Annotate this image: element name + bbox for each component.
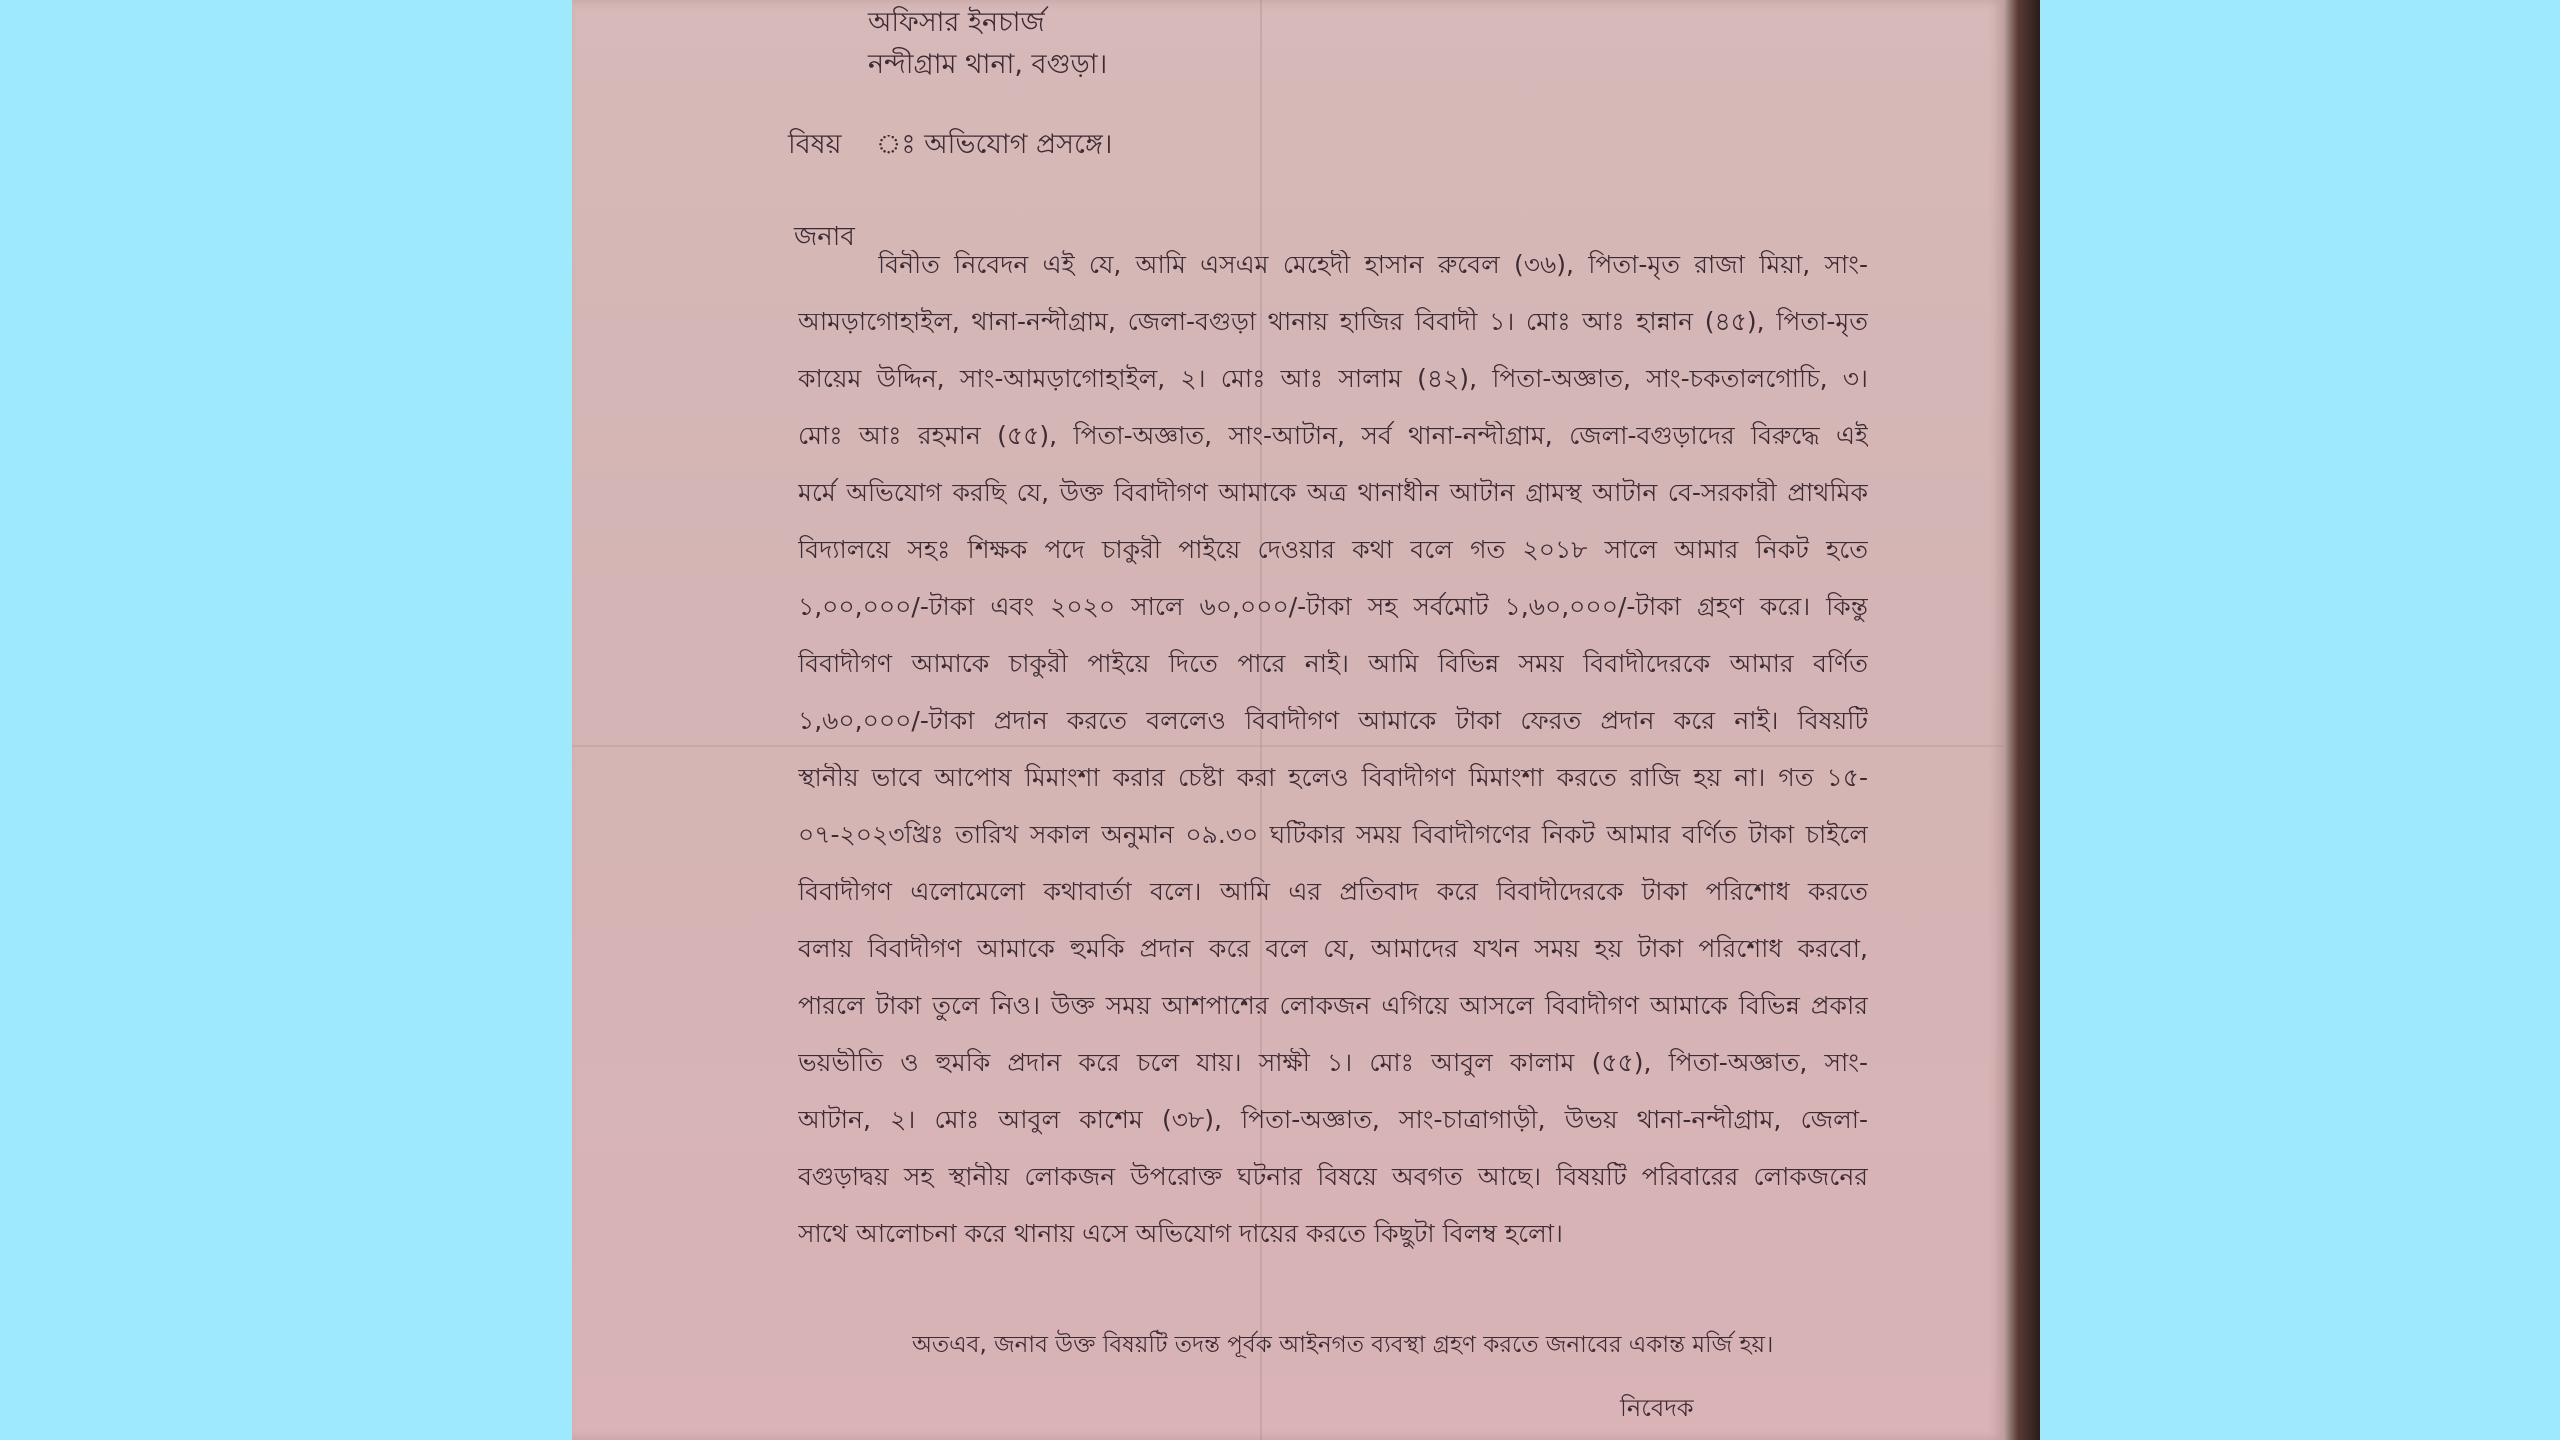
body-line: বলায় বিবাদীগণ আমাকে হুমকি প্রদান করে বলে যে, আমাদের যখন সময় হয় টাকা পরিশোধ করবো, [798,934,1868,963]
letter-paper [572,0,2004,1440]
signoff: নিবেদক [1620,1394,1694,1422]
body-line: বিবাদীগণ আমাকে চাকুরী পাইয়ে দিতে পারে নাই। আমি বিভিন্ন সময় বিবাদীদেরকে আমার বর্ণিত [798,649,1868,678]
salutation: জনাব [794,222,855,252]
body-line: ভয়ভীতি ও হুমকি প্রদান করে চলে যায়। সাক্ষী ১। মোঃ আবুল কালাম (৫৫), পিতা-অজ্ঞাত, সাং- [798,1048,1868,1077]
body-line: বিবাদীগণ এলোমেলো কথাবার্তা বলে। আমি এর প্রতিবাদ করে বিবাদীদেরকে টাকা পরিশোধ করতে [798,877,1868,906]
body-line: ০৭-২০২৩খ্রিঃ তারিখ সকাল অনুমান ০৯.৩০ ঘটিকার সময় বিবাদীগণের নিকট আমার বর্ণিত টাকা চাইলে [798,820,1868,849]
subject-label: বিষয় [788,129,842,160]
subject-text: ঃ অভিযোগ প্রসঙ্গে। [876,129,1113,160]
body-line: আটান, ২। মোঃ আবুল কাশেম (৩৮), পিতা-অজ্ঞাত, সাং-চাত্রাগাড়ী, উভয় থানা-নন্দীগ্রাম, জেলা- [798,1105,1868,1134]
body-line: সাথে আলোচনা করে থানায় এসে অভিযোগ দায়ের করতে কিছুটা বিলম্ব হলো। [798,1219,1563,1248]
body-line: পারলে টাকা তুলে নিও। উক্ত সময় আশপাশের লোকজন এগিয়ে আসলে বিবাদীগণ আমাকে বিভিন্ন প্রকার [798,991,1868,1020]
body-line: মর্মে অভিযোগ করছি যে, উক্ত বিবাদীগণ আমাকে অত্র থানাধীন আটান গ্রামস্থ আটান বে-সরকারী প্রাথমিক [798,478,1868,507]
body-line: মোঃ আঃ রহমান (৫৫), পিতা-অজ্ঞাত, সাং-আটান, সর্ব থানা-নন্দীগ্রাম, জেলা-বগুড়াদের বিরুদ্ধে এই [798,421,1868,450]
body-line: ১,০০,০০০/-টাকা এবং ২০২০ সালে ৬০,০০০/-টাকা সহ সর্বমোট ১,৬০,০০০/-টাকা গ্রহণ করে। কিন্তু [798,592,1868,621]
closing-line: অতএব, জনাব উক্ত বিষয়টি তদন্ত পূর্বক আইনগত ব্যবস্থা গ্রহণ করতে জনাবের একান্ত মর্জি হয়। [912,1332,1774,1358]
subject-line [788,124,1112,169]
body-line: কায়েম উদ্দিন, সাং-আমড়াগোহাইল, ২। মোঃ আঃ সালাম (৪২), পিতা-অজ্ঞাত, সাং-চকতালগোচি, ৩। [798,364,1868,393]
body-line: আমড়াগোহাইল, থানা-নন্দীগ্রাম, জেলা-বগুড়া থানায় হাজির বিবাদী ১। মোঃ আঃ হান্নান (৪৫), পিতা-মৃত [798,307,1868,336]
body-line: স্থানীয় ভাবে আপোষ মিমাংশা করার চেষ্টা করা হলেও বিবাদীগণ মিমাংশা করতে রাজি হয় না। গত ১৫- [798,763,1868,792]
body-line: ১,৬০,০০০/-টাকা প্রদান করতে বললেও বিবাদীগণ আমাকে টাকা ফেরত প্রদান করে নাই। বিষয়টি [798,706,1868,735]
body-line: বিনীত নিবেদন এই যে, আমি এসএম মেহেদী হাসান রুবেল (৩৬), পিতা-মৃত রাজা মিয়া, সাং- [878,250,1868,279]
recipient-line-1: অফিসার ইনচার্জ [868,7,1045,38]
recipient-line-2: নন্দীগ্রাম থানা, বগুড়া। [868,49,1108,80]
document-photo [572,0,2040,1440]
paper-fold-horizontal [572,745,2004,747]
body-line: বিদ্যালয়ে সহঃ শিক্ষক পদে চাকুরী পাইয়ে দেওয়ার কথা বলে গত ২০১৮ সালে আমার নিকট হতে [798,535,1868,564]
body-line: বগুড়াদ্বয় সহ স্থানীয় লোকজন উপরোক্ত ঘটনার বিষয়ে অবগত আছে। বিষয়টি পরিবারের লোকজনের [798,1162,1868,1191]
